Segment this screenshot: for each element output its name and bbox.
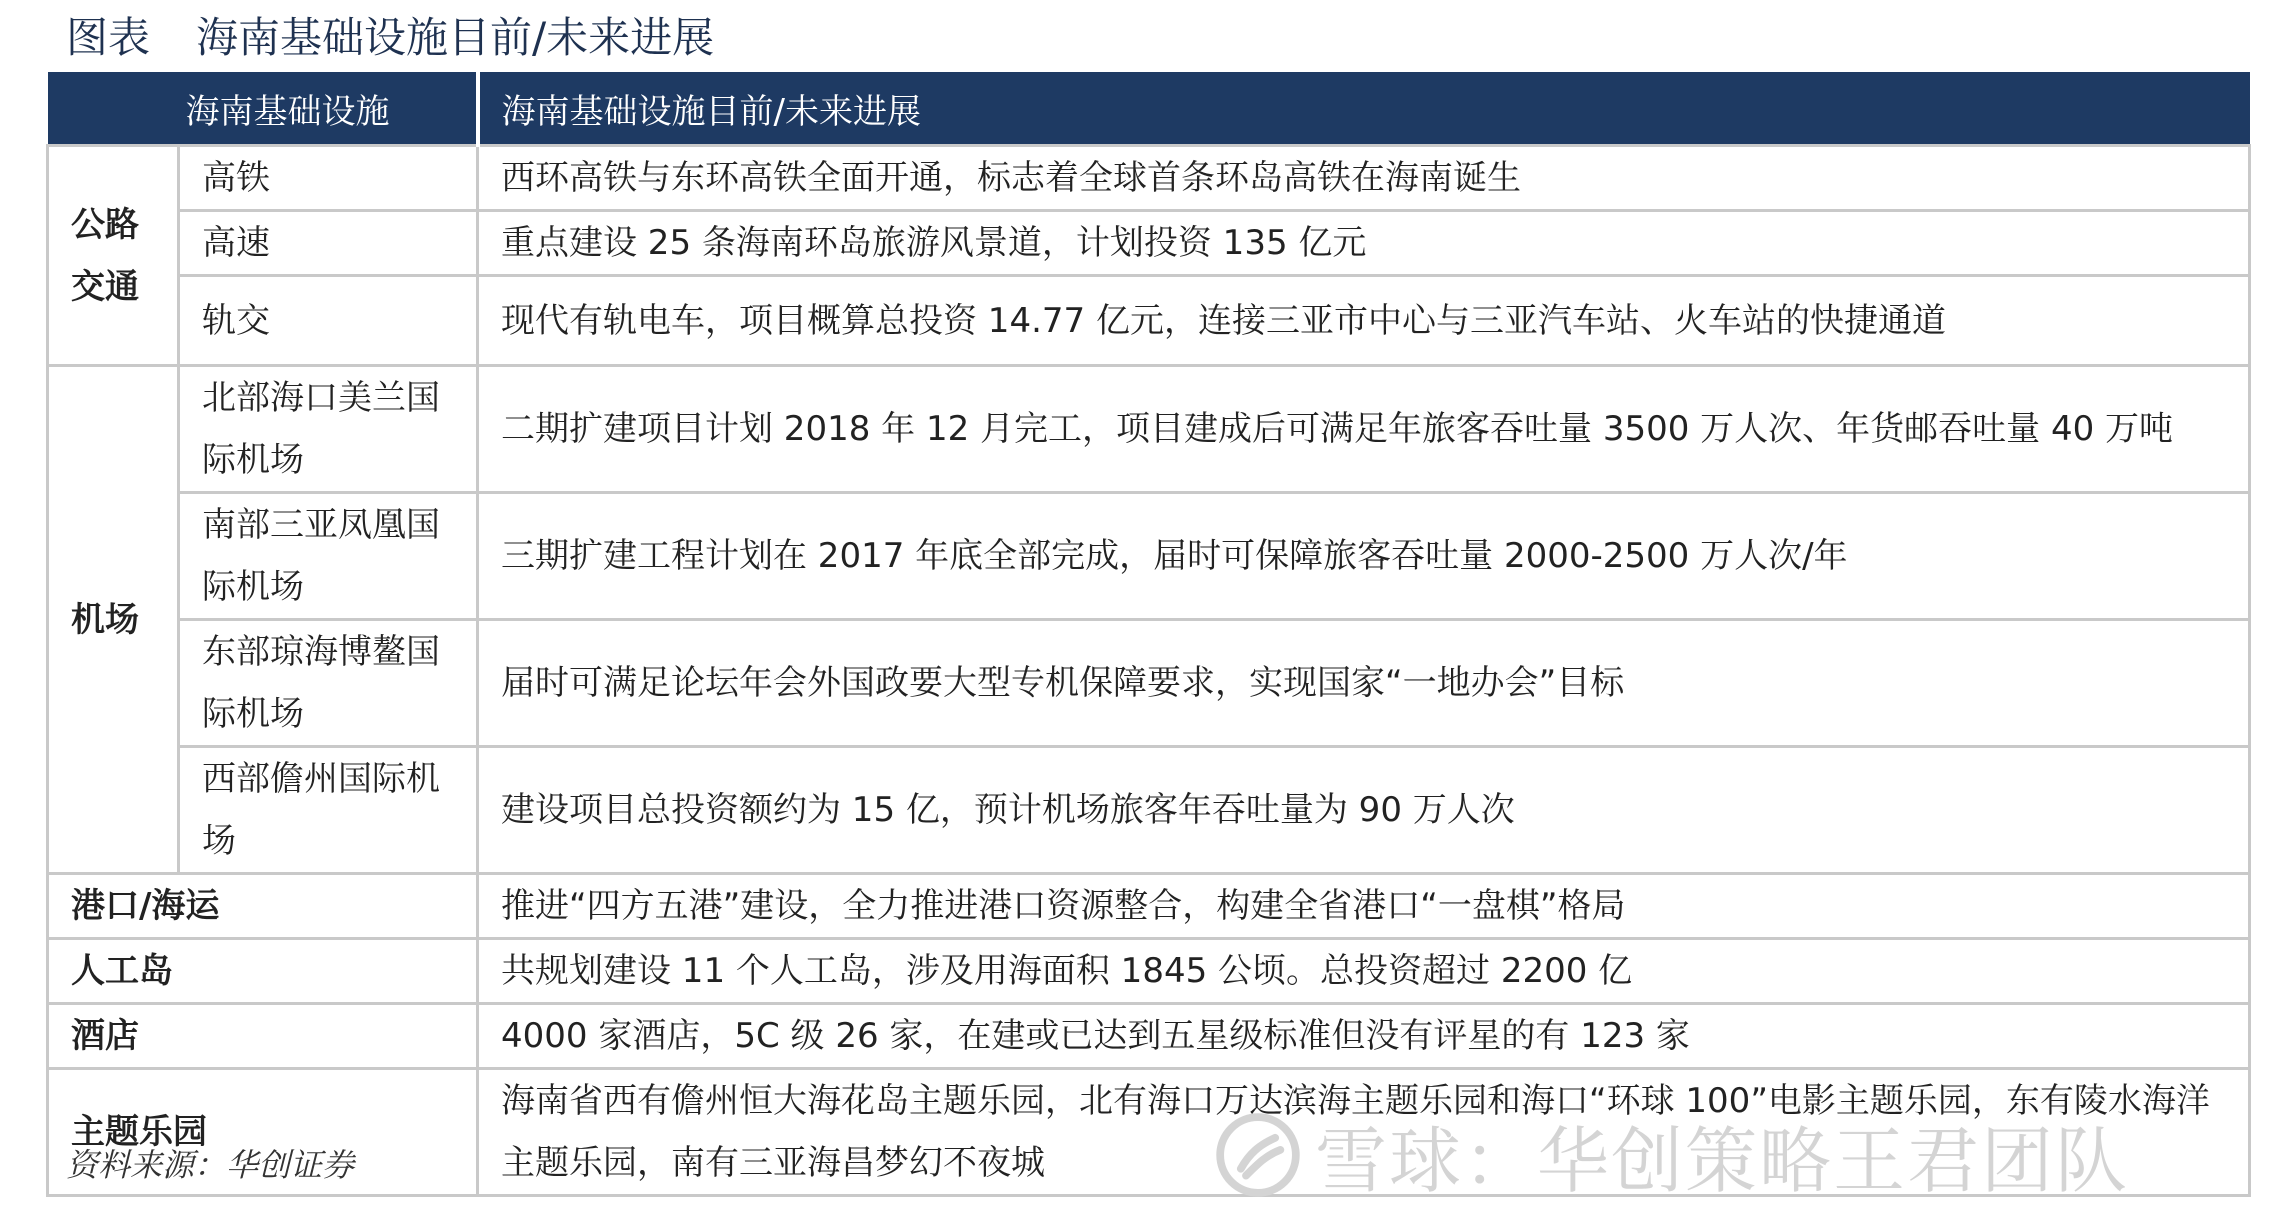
table-row — [48, 366, 2250, 493]
subcategory-cell: 北部海口美兰国际机场 — [179, 366, 478, 493]
table-row — [48, 493, 2250, 620]
progress-cell: 共规划建设 11 个人工岛，涉及用海面积 1845 公顷。总投资超过 2200 亿 — [478, 939, 2250, 1004]
subcategory-cell: 轨交 — [179, 276, 478, 366]
progress-cell: 海南省西有儋州恒大海花岛主题乐园，北有海口万达滨海主题乐园和海口“环球 100”电影主题乐园，东有陵水海洋主题乐园，南有三亚海昌梦幻不夜城 — [478, 1069, 2250, 1196]
category-cell: 公路交通 — [48, 146, 179, 366]
subcategory-cell: 西部儋州国际机场 — [179, 747, 478, 874]
subcategory-cell: 东部琼海博鳌国际机场 — [179, 620, 478, 747]
table-row — [48, 1004, 2250, 1069]
header-progress: 海南基础设施目前/未来进展 — [478, 72, 2250, 146]
progress-cell: 三期扩建工程计划在 2017 年底全部完成，届时可保障旅客吞吐量 2000-2500 万人次/年 — [478, 493, 2250, 620]
table-row — [48, 939, 2250, 1004]
category-cell: 港口/海运 — [48, 874, 478, 939]
progress-cell: 届时可满足论坛年会外国政要大型专机保障要求，实现国家“一地办会”目标 — [478, 620, 2250, 747]
progress-cell: 4000 家酒店，5C 级 26 家，在建或已达到五星级标准但没有评星的有 123 家 — [478, 1004, 2250, 1069]
watermark — [1215, 1100, 2129, 1210]
figure-label: 图表 — [66, 13, 151, 62]
progress-cell: 推进“四方五港”建设，全力推进港口资源整合，构建全省港口“一盘棋”格局 — [478, 874, 2250, 939]
progress-cell: 建设项目总投资额约为 15 亿，预计机场旅客年吞吐量为 90 万人次 — [478, 747, 2250, 874]
progress-cell: 现代有轨电车，项目概算总投资 14.77 亿元，连接三亚市中心与三亚汽车站、火车站的快捷通道 — [478, 276, 2250, 366]
figure-title — [66, 8, 714, 68]
snowball-logo-icon — [1215, 1112, 1301, 1198]
progress-cell: 重点建设 25 条海南环岛旅游风景道，计划投资 135 亿元 — [478, 211, 2250, 276]
subcategory-cell: 高速 — [179, 211, 478, 276]
infrastructure-table — [46, 72, 2251, 1197]
header-infrastructure: 海南基础设施 — [48, 72, 478, 146]
figure-title-text: 海南基础设施目前/未来进展 — [196, 13, 715, 62]
table-row — [48, 211, 2250, 276]
category-cell: 主题乐园 — [48, 1069, 478, 1196]
table-row — [48, 747, 2250, 874]
watermark-text: 雪球：华创策略王君团队 — [1315, 1119, 2130, 1203]
category-cell: 酒店 — [48, 1004, 478, 1069]
progress-cell: 西环高铁与东环高铁全面开通，标志着全球首条环岛高铁在海南诞生 — [478, 146, 2250, 211]
table-header-row — [48, 72, 2250, 146]
subcategory-cell: 南部三亚凤凰国际机场 — [179, 493, 478, 620]
table-row — [48, 874, 2250, 939]
source-note: 资料来源：华创证券 — [66, 1146, 355, 1184]
table-row — [48, 620, 2250, 747]
category-cell: 机场 — [48, 366, 179, 874]
category-cell: 人工岛 — [48, 939, 478, 1004]
table-row — [48, 276, 2250, 366]
table-row — [48, 146, 2250, 211]
subcategory-cell: 高铁 — [179, 146, 478, 211]
progress-cell: 二期扩建项目计划 2018 年 12 月完工，项目建成后可满足年旅客吞吐量 3500 万人次、年货邮吞吐量 40 万吨 — [478, 366, 2250, 493]
